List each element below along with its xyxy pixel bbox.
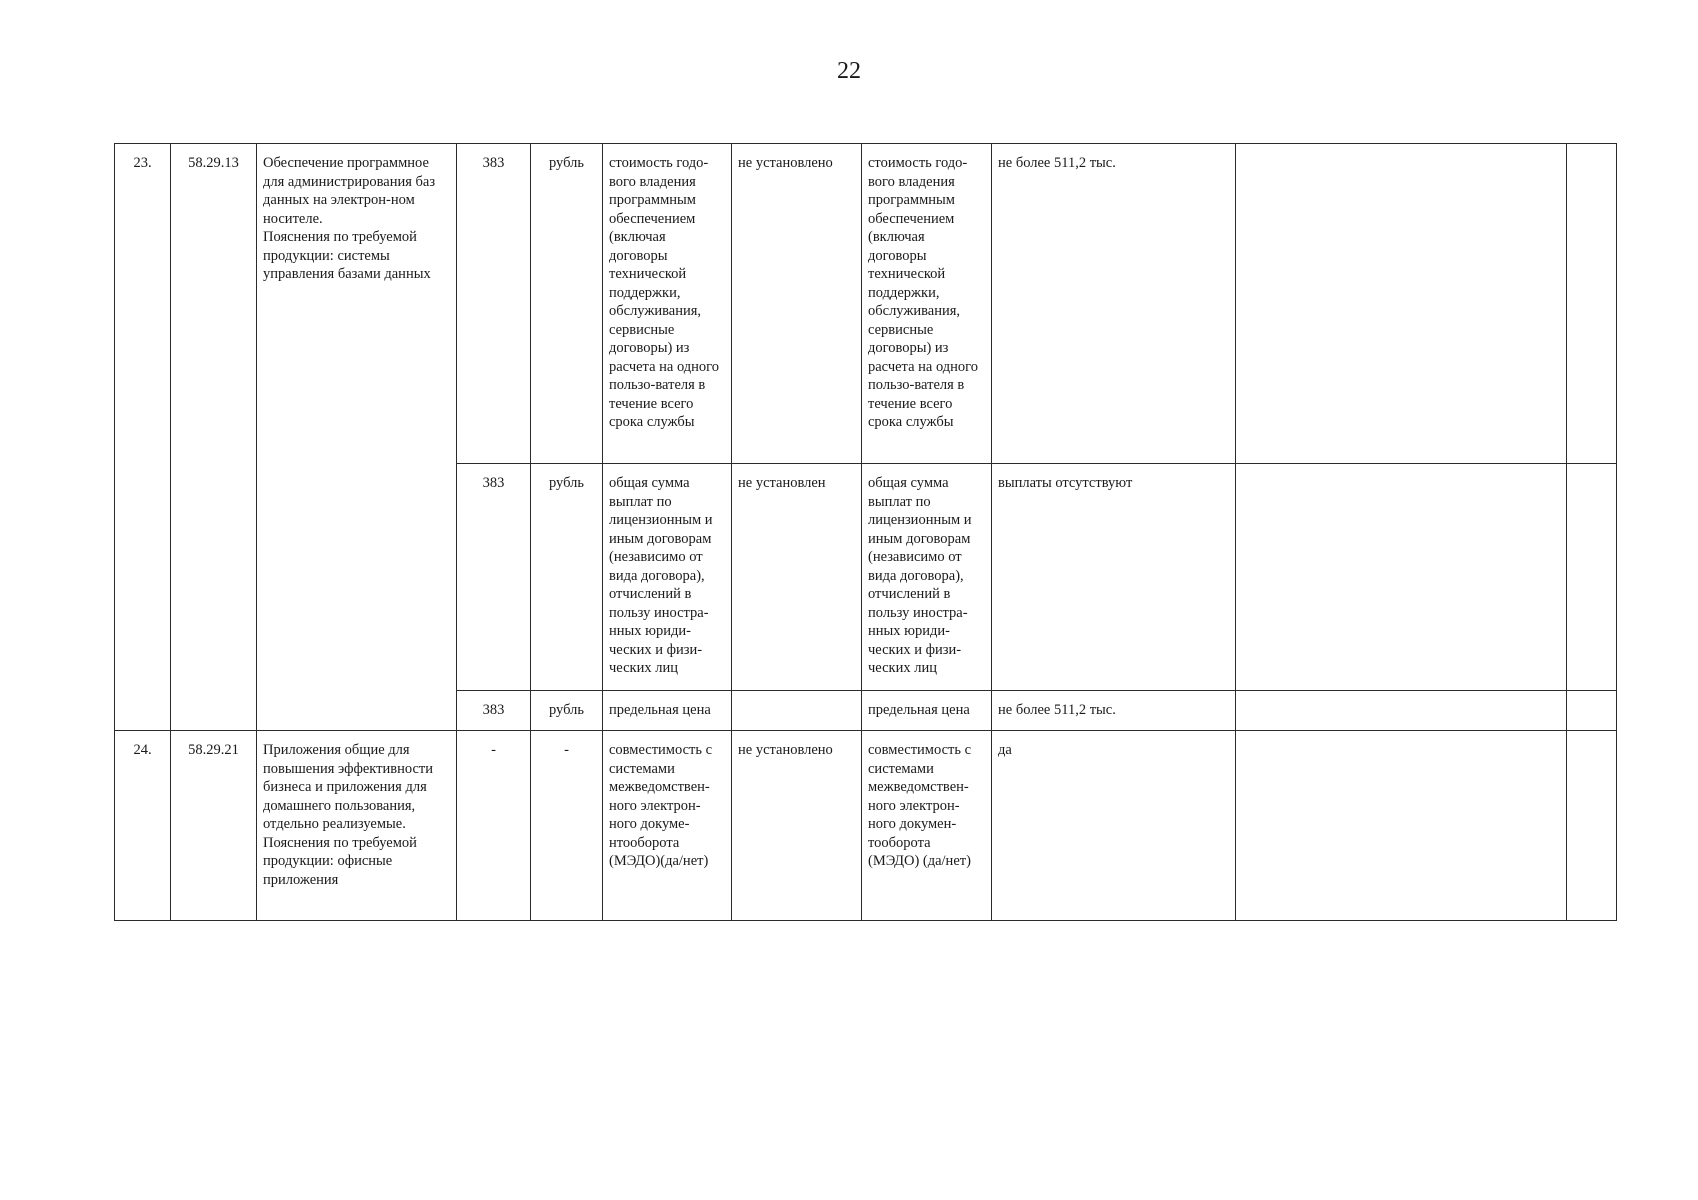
characteristic: стоимость годо-вого владения программным обеспечением (включая договоры технической поддержки, обслуживания, сервисные договоры) из расчета на одного пользо-вателя в течение всего срока службы [862, 144, 992, 464]
characteristic: общая сумма выплат по лицензионным и иным договорам (независимо от вида договора), отчислений в пользу иностра-нных юриди-ческих и физи-ческих лиц [862, 464, 992, 691]
requirements-table [114, 143, 1617, 921]
row-number: 24. [115, 731, 171, 921]
page-number: 22 [837, 58, 861, 84]
okpd2-code: 58.29.21 [171, 731, 257, 921]
empty-cell [1236, 691, 1567, 731]
characteristic-value: не более 511,2 тыс. [992, 144, 1236, 464]
empty-cell [1567, 691, 1617, 731]
empty-cell [1236, 731, 1567, 921]
row-number: 23. [115, 144, 171, 731]
characteristic-value: выплаты отсутствуют [992, 464, 1236, 691]
okei-code: 383 [457, 691, 531, 731]
okei-code: 383 [457, 464, 531, 691]
product-name: Приложения общие для повышения эффективности бизнеса и приложения для домашнего пользования, отдельно реализуемые. Пояснения по требуемой продукции: офисные приложения [257, 731, 457, 921]
unit-name: - [531, 731, 603, 921]
characteristic-value: не более 511,2 тыс. [992, 691, 1236, 731]
characteristic-value: не установлено [732, 731, 862, 921]
empty-cell [1567, 144, 1617, 464]
characteristic-value: не установлен [732, 464, 862, 691]
characteristic: стоимость годо-вого владения программным обеспечением (включая договоры технической поддержки, обслуживания, сервисные договоры) из расчета на одного пользо-вателя в течение всего срока службы [603, 144, 732, 464]
table-row [115, 144, 1617, 464]
okei-code: 383 [457, 144, 531, 464]
characteristic-value: да [992, 731, 1236, 921]
characteristic-value: не установлено [732, 144, 862, 464]
characteristic: совместимость с системами межведомствен-ного электрон-ного докуме-нтооборота (МЭДО)(да/нет) [603, 731, 732, 921]
empty-cell [1567, 464, 1617, 691]
characteristic: предельная цена [603, 691, 732, 731]
characteristic-value [732, 691, 862, 731]
table-row [115, 731, 1617, 921]
empty-cell [1236, 144, 1567, 464]
characteristic: совместимость с системами межведомствен-ного электрон-ного докумен-тооборота (МЭДО) (да/нет) [862, 731, 992, 921]
empty-cell [1567, 731, 1617, 921]
product-name: Обеспечение программное для администрирования баз данных на электрон-ном носителе. Пояснения по требуемой продукции: системы управления базами данных [257, 144, 457, 731]
characteristic: предельная цена [862, 691, 992, 731]
unit-name: рубль [531, 464, 603, 691]
empty-cell [1236, 464, 1567, 691]
unit-name: рубль [531, 691, 603, 731]
characteristic: общая сумма выплат по лицензионным и иным договорам (независимо от вида договора), отчислений в пользу иностра-нных юриди-ческих и физи-ческих лиц [603, 464, 732, 691]
okpd2-code: 58.29.13 [171, 144, 257, 731]
okei-code: - [457, 731, 531, 921]
unit-name: рубль [531, 144, 603, 464]
